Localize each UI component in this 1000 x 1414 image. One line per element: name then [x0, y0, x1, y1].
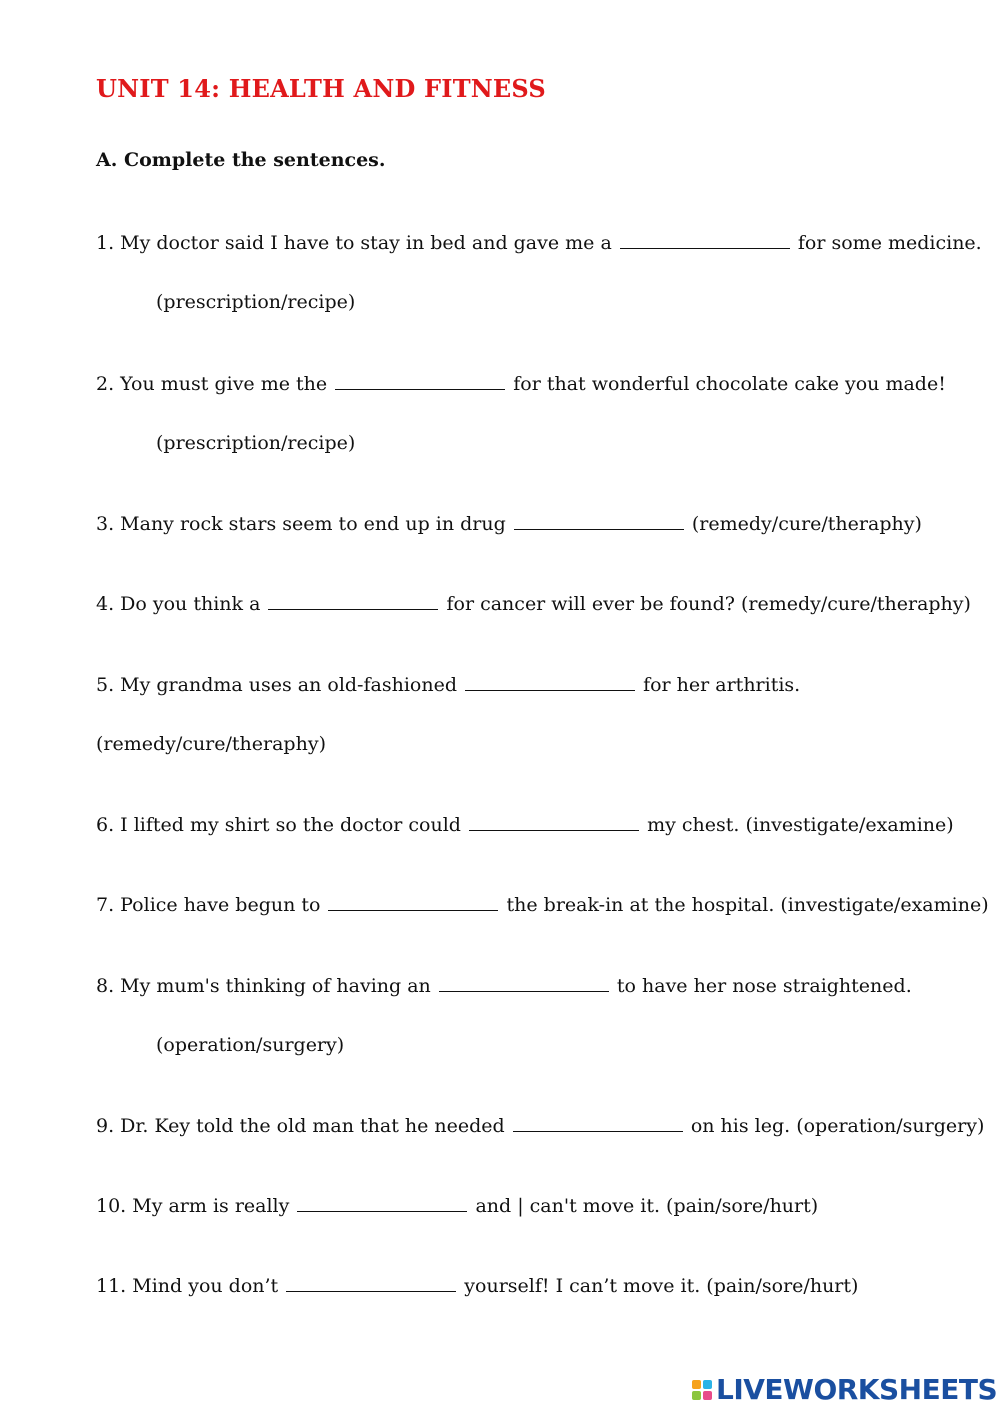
question-9: [96, 1113, 984, 1138]
question-10-text-after: and | can't move it. (pain/sore/hurt): [475, 1195, 819, 1217]
question-1-options: (prescription/recipe): [156, 291, 356, 313]
question-2: [96, 371, 946, 396]
question-5-answer-blank[interactable]: [465, 672, 635, 691]
question-9-text-after: on his leg. (operation/surgery): [690, 1115, 985, 1137]
question-2-answer-blank[interactable]: [335, 371, 505, 390]
question-6-answer-blank[interactable]: [469, 812, 639, 831]
question-9-answer-blank[interactable]: [513, 1113, 683, 1132]
question-8: [96, 973, 912, 998]
question-3-text-after: (remedy/cure/theraphy): [691, 513, 922, 535]
question-3-answer-blank[interactable]: [514, 511, 684, 530]
question-7-text-before: 7. Police have begun to: [96, 894, 321, 916]
question-7-text-after: the break-in at the hospital. (investigate/examine): [506, 894, 989, 916]
question-10-text-before: 10. My arm is really: [96, 1195, 290, 1217]
question-8-text-before: 8. My mum's thinking of having an: [96, 975, 431, 997]
question-5-text-before: 5. My grandma uses an old-fashioned: [96, 674, 457, 696]
question-4-text-after: for cancer will ever be found? (remedy/cure/theraphy): [446, 593, 971, 615]
question-4-answer-blank[interactable]: [268, 591, 438, 610]
logo-square-4: [703, 1391, 712, 1400]
section-instruction: A. Complete the sentences.: [96, 149, 386, 171]
question-7: [96, 892, 989, 917]
question-10: [96, 1193, 818, 1218]
question-4: [96, 591, 971, 616]
logo-square-3: [692, 1391, 701, 1400]
question-4-text-before: 4. Do you think a: [96, 593, 261, 615]
liveworksheets-logo: [692, 1373, 997, 1407]
liveworksheets-logo-text: LIVEWORKSHEETS: [716, 1373, 998, 1406]
question-1: [96, 230, 982, 255]
question-5-text-after: for her arthritis.: [643, 674, 801, 696]
question-6-text-before: 6. I lifted my shirt so the doctor could: [96, 814, 461, 836]
question-1-answer-blank[interactable]: [620, 230, 790, 249]
question-3-text-before: 3. Many rock stars seem to end up in drug: [96, 513, 506, 535]
question-11-text-after: yourself! I can’t move it. (pain/sore/hurt): [464, 1275, 859, 1297]
question-11-text-before: 11. Mind you don’t: [96, 1275, 279, 1297]
question-11: [96, 1273, 858, 1298]
question-8-options: (operation/surgery): [156, 1034, 345, 1056]
question-3: [96, 511, 922, 536]
question-9-text-before: 9. Dr. Key told the old man that he needed: [96, 1115, 505, 1137]
logo-square-2: [703, 1380, 712, 1389]
question-5: [96, 672, 800, 697]
question-1-text-before: 1. My doctor said I have to stay in bed and gave me a: [96, 232, 612, 254]
question-1-text-after: for some medicine.: [797, 232, 982, 254]
question-8-text-after: to have her nose straightened.: [616, 975, 912, 997]
question-7-answer-blank[interactable]: [328, 892, 498, 911]
liveworksheets-logo-icon: [692, 1380, 712, 1400]
question-2-text-before: 2. You must give me the: [96, 373, 328, 395]
question-11-answer-blank[interactable]: [286, 1273, 456, 1292]
question-6: [96, 812, 954, 837]
question-2-text-after: for that wonderful chocolate cake you made!: [513, 373, 946, 395]
question-10-answer-blank[interactable]: [297, 1193, 467, 1212]
question-5-options: (remedy/cure/theraphy): [96, 733, 326, 755]
question-2-options: (prescription/recipe): [156, 432, 356, 454]
logo-square-1: [692, 1380, 701, 1389]
question-6-text-after: my chest. (investigate/examine): [647, 814, 954, 836]
question-8-answer-blank[interactable]: [439, 973, 609, 992]
worksheet-title: UNIT 14: HEALTH AND FITNESS: [96, 74, 546, 103]
